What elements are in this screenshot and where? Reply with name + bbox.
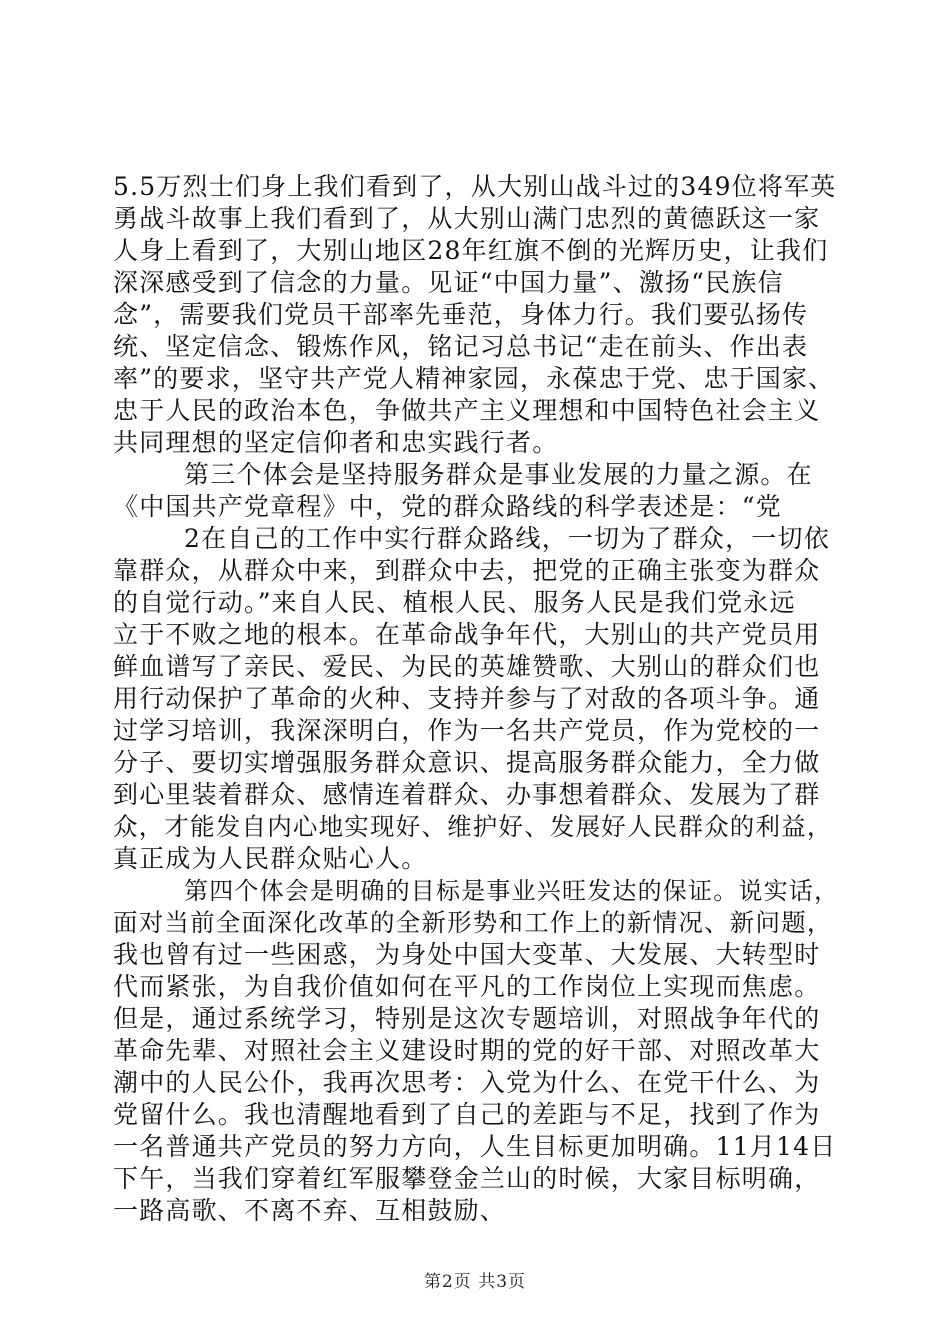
text-line: 一路高歌、不离不弃、互相鼓励、 xyxy=(113,1196,507,1225)
text-line: 勇战斗故事上我们看到了，从大别山满门忠烈的黄德跃这一家 xyxy=(113,204,821,233)
text-line: 念”，需要我们党员干部率先垂范，身体力行。我们要弘扬传 xyxy=(113,300,809,329)
text-line: 立于不败之地的根本。在革命战争年代，大别山的共产党员用 xyxy=(113,620,821,649)
text-line: 共同理想的坚定信仰者和忠实践行者。 xyxy=(113,428,559,457)
text-line: 靠群众，从群众中来，到群众中去，把党的正确主张变为群众 xyxy=(113,556,821,585)
text-line: 潮中的人民公仆，我再次思考：入党为什么、在党干什么、为 xyxy=(113,1068,821,1097)
text-line: 下午，当我们穿着红军服攀登金兰山的时候，大家目标明确， xyxy=(113,1164,821,1193)
text-line: 众，才能发自内心地实现好、维护好、发展好人民群众的利益， xyxy=(113,812,833,841)
text-line: 我也曾有过一些困惑，为身处中国大变革、大发展、大转型时 xyxy=(113,940,821,969)
text-line: 《中国共产党章程》中，党的群众路线的科学表述是：“党 xyxy=(113,492,782,521)
text-line: 第三个体会是坚持服务群众是事业发展的力量之源。在 xyxy=(184,460,813,489)
text-line: 深深感受到了信念的力量。见证“中国力量”、激扬“民族信 xyxy=(113,268,784,297)
text-line: 人身上看到了，大别山地区28年红旗不倒的光辉历史，让我们 xyxy=(113,236,829,265)
text-line: 过学习培训，我深深明白，作为一名共产党员，作为党校的一 xyxy=(113,716,821,745)
text-line: 一名普通共产党员的努力方向，人生目标更加明确。11月14日 xyxy=(113,1132,837,1161)
text-line: 统、坚定信念、锻炼作风，铭记习总书记“走在前头、作出表 xyxy=(113,332,809,361)
text-line: 2在自己的工作中实行群众路线，一切为了群众，一切依 xyxy=(184,524,830,553)
text-line: 用行动保护了革命的火种、支持并参与了对敌的各项斗争。通 xyxy=(113,684,821,713)
text-line: 革命先辈、对照社会主义建设时期的党的好干部、对照改革大 xyxy=(113,1036,821,1065)
text-line: 的自觉行动。”来自人民、植根人民、服务人民是我们党永远 xyxy=(113,588,796,617)
text-line: 面对当前全面深化改革的全新形势和工作上的新情况、新问题， xyxy=(113,908,833,937)
text-line: 第四个体会是明确的目标是事业兴旺发达的保证。说实话， xyxy=(184,877,840,905)
text-line: 忠于人民的政治本色，争做共产主义理想和中国特色社会主义 xyxy=(113,396,821,425)
text-line: 但是，通过系统学习，特别是这次专题培训，对照战争年代的 xyxy=(113,1004,821,1033)
page-footer: 第2页 共3页 xyxy=(423,1272,527,1292)
text-line: 到心里装着群众、感情连着群众、办事想着群众、发展为了群 xyxy=(113,780,821,809)
text-line: 真正成为人民群众贴心人。 xyxy=(113,844,428,873)
text-line: 党留什么。我也清醒地看到了自己的差距与不足，找到了作为 xyxy=(113,1100,821,1129)
text-line: 5.5万烈士们身上我们看到了，从大别山战斗过的349位将军英 xyxy=(113,172,837,201)
text-line: 分子、要切实增强服务群众意识、提高服务群众能力，全力做 xyxy=(113,748,821,777)
text-line: 鲜血谱写了亲民、爱民、为民的英雄赞歌、大别山的群众们也 xyxy=(113,652,821,681)
text-line: 代而紧张，为自我价值如何在平凡的工作岗位上实现而焦虑。 xyxy=(113,972,821,1001)
text-line: 率”的要求，坚守共产党人精神家园，永葆忠于党、忠于国家、 xyxy=(113,364,835,393)
